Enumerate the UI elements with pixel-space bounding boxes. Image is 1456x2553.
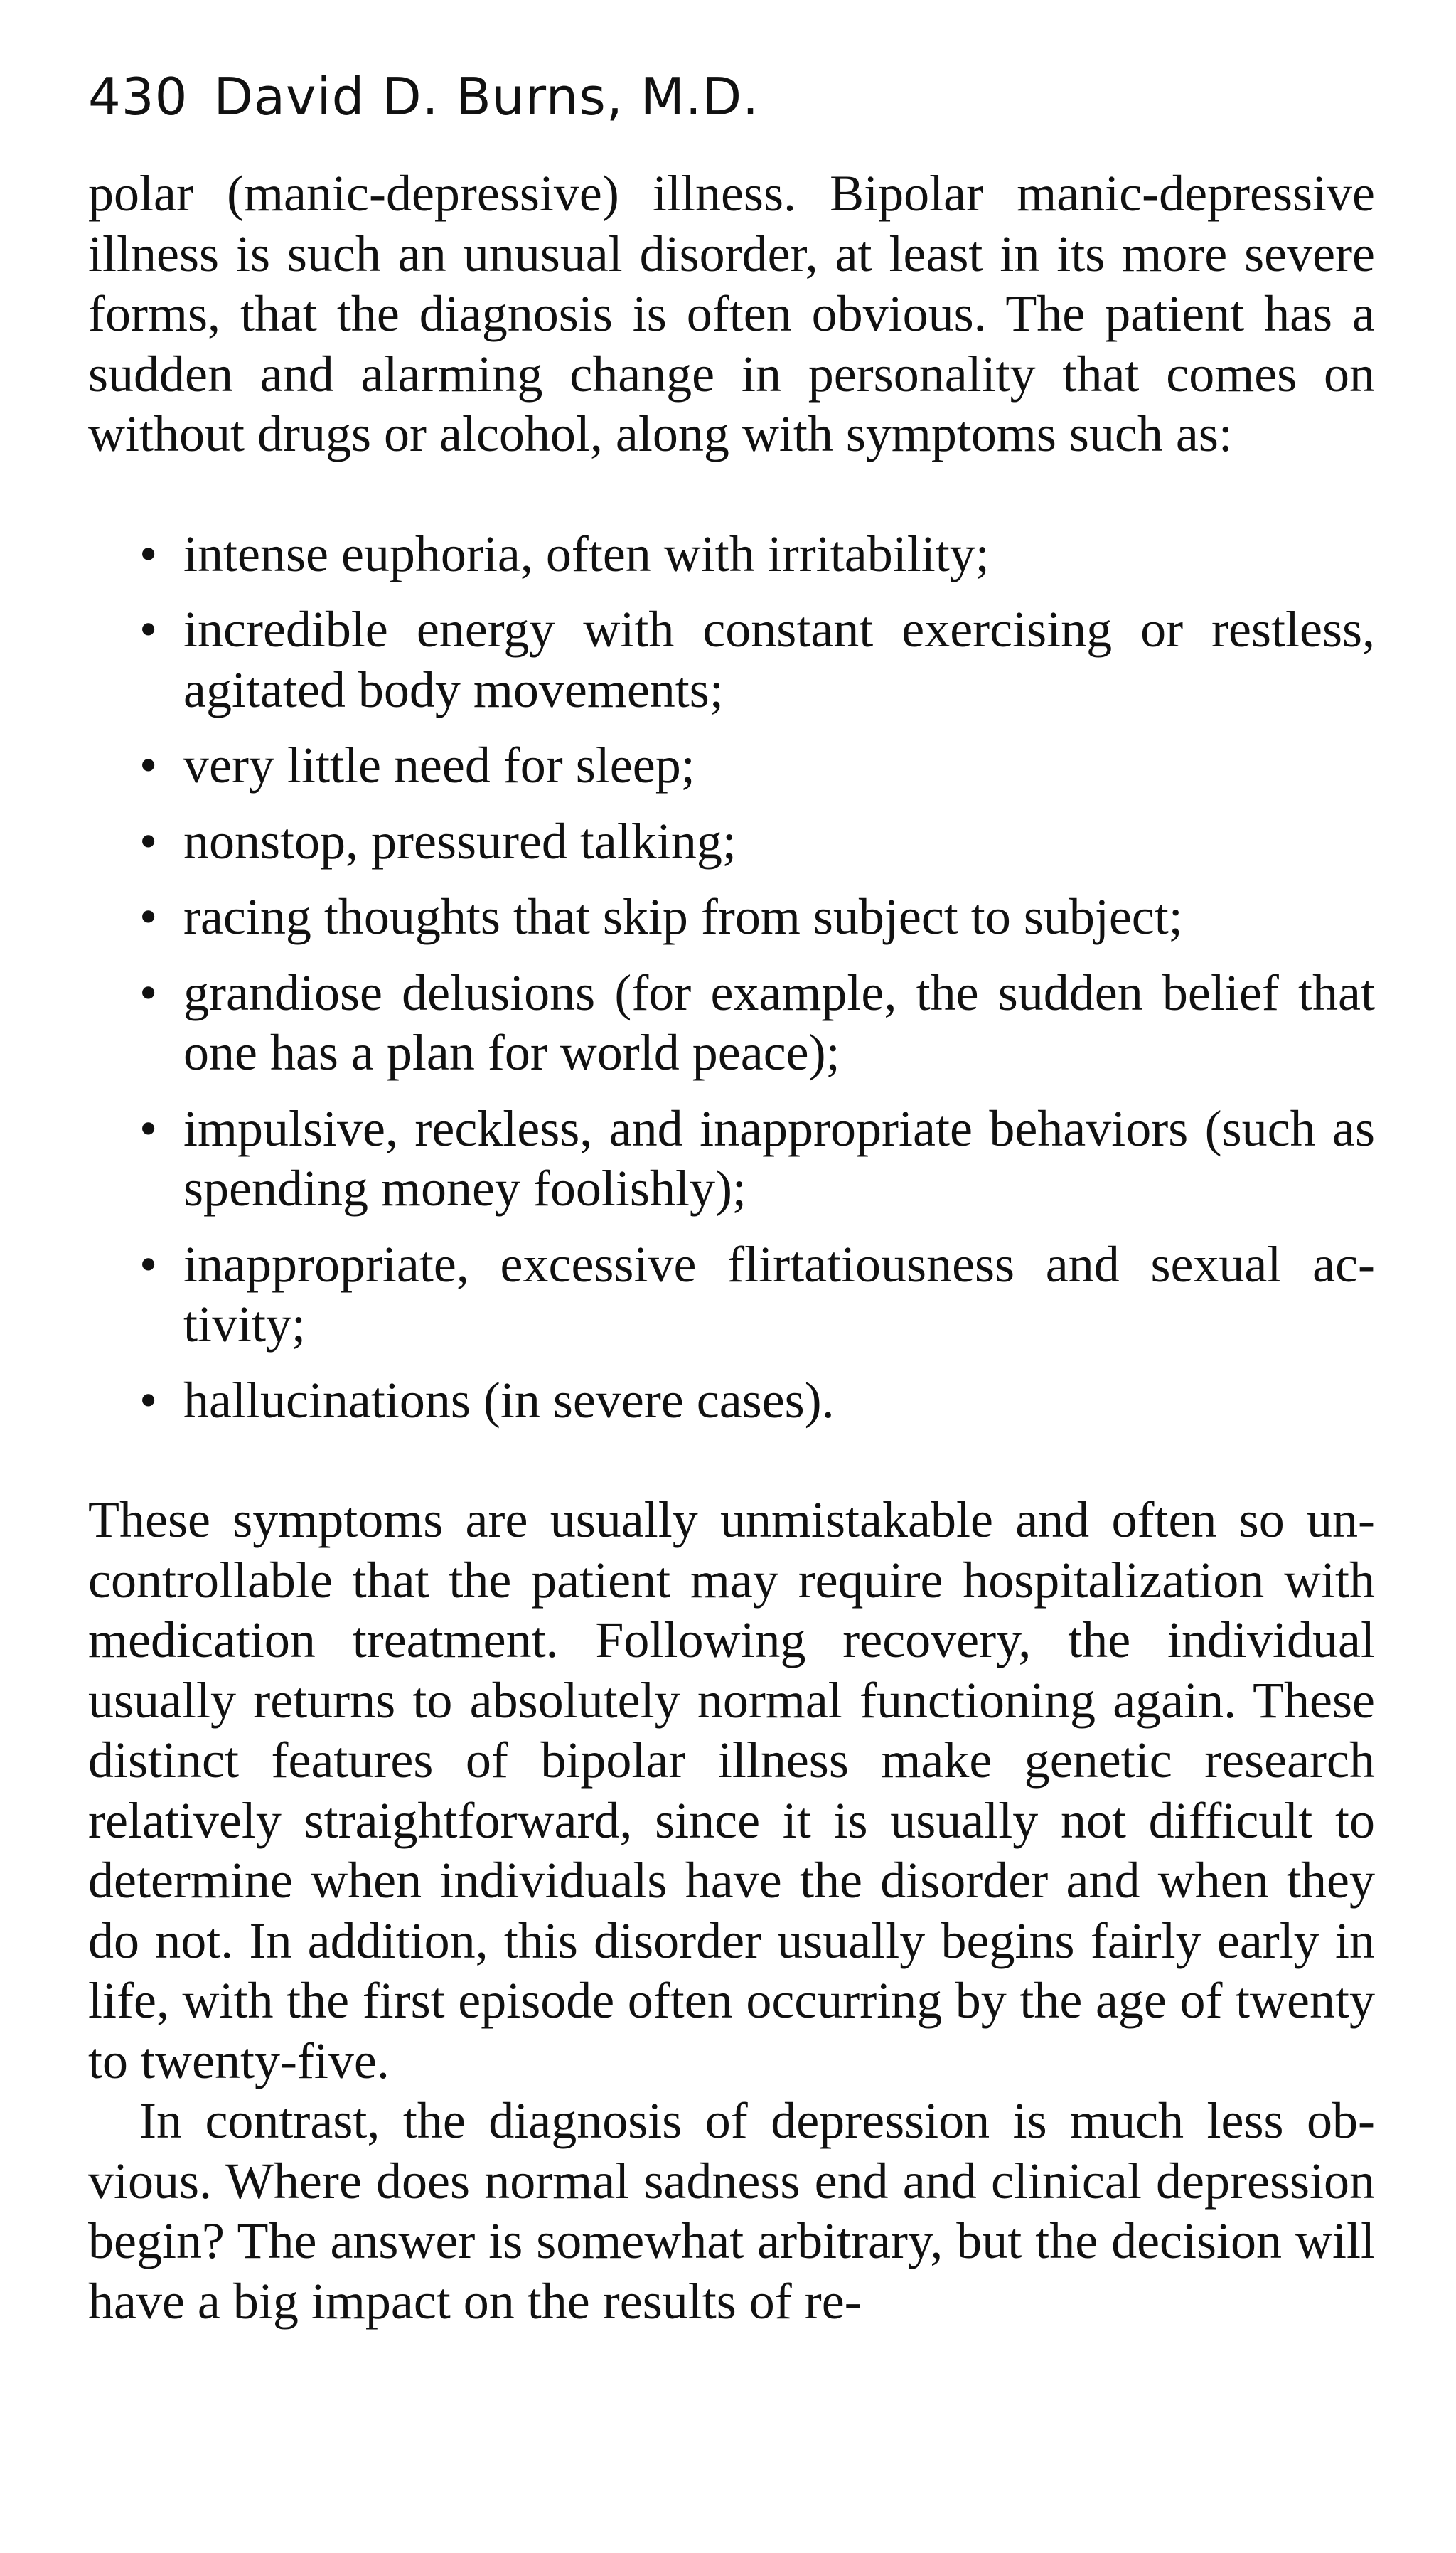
bullet-icon: •: [139, 964, 158, 1021]
list-item: [88, 887, 1375, 947]
bullet-icon: •: [139, 1371, 158, 1429]
list-item: [88, 524, 1375, 585]
list-item-text: impulsive, reckless, and inappropriate behaviors (such as spending money foolishly);: [183, 1099, 1375, 1217]
list-item-text: racing thoughts that skip from subject to subject;: [183, 888, 1183, 945]
bullet-icon: •: [139, 1235, 158, 1293]
list-item: [88, 1235, 1375, 1355]
bullet-icon: •: [139, 737, 158, 794]
list-item-text: incredible energy with constant exercising or restless, agitated body movements;: [183, 601, 1375, 718]
symptom-list: [88, 524, 1375, 1431]
bullet-icon: •: [139, 601, 158, 658]
list-item-text: nonstop, pressured talking;: [183, 812, 737, 870]
list-item: [88, 1370, 1375, 1431]
bullet-icon: •: [139, 1099, 158, 1157]
page-number: 430: [88, 67, 188, 127]
after-list-paragraph: These symptoms are usually unmistakable and often so uncontrollable that the patient may require hospitalization with medication treatment. Following recovery, the individual usually returns to absolutely normal functioning again. These distinct features of bipolar illness make genetic research relatively straightforward, since it is usually not difficult to determine when individuals have the disorder and when they do not. In addition, this disorder usually begins fairly early in life, with the first episode often occurring by the age of twenty to twenty-five.: [88, 1491, 1375, 2089]
bullet-icon: •: [139, 812, 158, 870]
list-item-text: hallucinations (in severe cases).: [183, 1371, 835, 1429]
bullet-icon: •: [139, 888, 158, 945]
list-item: [88, 811, 1375, 872]
page-body: [88, 164, 1375, 2331]
list-item-text: inappropriate, excessive flirtatiousness and sexual activity;: [183, 1235, 1375, 1353]
list-item-text: very little need for sleep;: [183, 737, 695, 794]
running-head: David D. Burns, M.D.: [213, 67, 760, 127]
page-header: [88, 67, 760, 127]
list-item: [88, 1099, 1375, 1219]
list-item: [88, 735, 1375, 796]
list-item-text: intense euphoria, often with irritability;: [183, 525, 990, 582]
bullet-icon: •: [139, 525, 158, 582]
list-item-text: grandiose delusions (for example, the sudden belief that one has a plan for world peace);: [183, 964, 1375, 1081]
list-item: [88, 963, 1375, 1083]
intro-paragraph: polar (manic-depressive) illness. Bipolar manic-depressive illness is such an unusual disorder, at least in its more severe forms, that the diagnosis is often obvious. The patient has a sudden and alarming change in personality that comes on without drugs or alcohol, along with symptoms such as:: [88, 165, 1375, 462]
list-item: [88, 599, 1375, 720]
contrast-paragraph: In contrast, the diagnosis of depression is much less obvious. Where does normal sadness end and clinical depression begin? The answer is somewhat arbitrary, but the decision will have a big impact on the results of re-: [88, 2092, 1375, 2330]
